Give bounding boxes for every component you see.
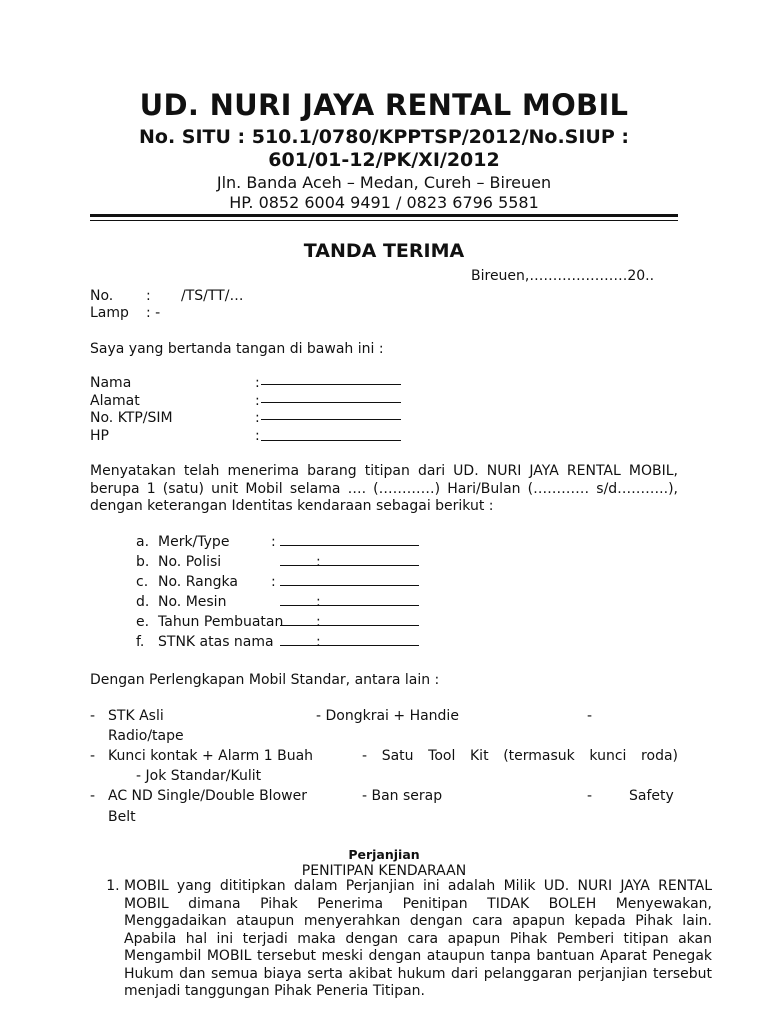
vehicle-item-marker: d.: [136, 594, 150, 610]
number-separator: :: [146, 288, 151, 304]
equipment-dash: -: [587, 788, 593, 804]
document-title: TANDA TERIMA: [303, 240, 465, 262]
company-name: UD. NURI JAYA RENTAL MOBIL: [139, 88, 629, 122]
ktp-separator: :: [255, 410, 260, 426]
equipment-dash: -: [90, 788, 96, 804]
equipment-item: Radio/tape: [108, 728, 184, 744]
equipment-dash: -: [90, 708, 96, 724]
address-fill-line[interactable]: [261, 392, 401, 403]
equipment-dash: -: [587, 708, 593, 724]
equipment-item: - Satu Tool Kit (termasuk kunci roda): [362, 748, 678, 764]
year-fill-line[interactable]: [280, 615, 419, 626]
number-label: No.: [90, 288, 114, 304]
name-separator: :: [255, 375, 260, 391]
vehicle-item-separator: :: [316, 634, 321, 650]
agreement-list: [90, 878, 712, 1001]
equipment-item: Belt: [108, 809, 136, 825]
statement-paragraph: Menyatakan telah menerima barang titipan dari UD. NURI JAYA RENTAL MOBIL, berupa 1 (satu) unit Mobil selama …. (…………) Hari/Bulan (………… s/d………..), dengan keterangan Identitas kendaraan sebagai berikut :: [90, 463, 678, 514]
merk-fill-line[interactable]: [280, 535, 419, 546]
header-divider-thick: [90, 214, 678, 217]
vehicle-item-label: No. Polisi: [158, 554, 222, 570]
vehicle-item-marker: a.: [136, 534, 150, 550]
vehicle-item-separator: :: [271, 534, 276, 550]
agreement-heading: Perjanjian: [348, 847, 420, 862]
agreement-item: 1. MOBIL yang dititipkan dalam Perjanjian ini adalah Milik UD. NURI JAYA RENTAL MOBIL dimana Pihak Penerima Penitipan TIDAK BOLEH Menyewakan, Menggadaikan ataupun menyerahkan dengan cara apapun kepada Pihak lain. Apabila hal ini terjadi maka dengan cara apapun Pihak Pemberi titipan akan Mengambil MOBIL tersebut meski dengan ataupun tanpa bantuan Aparat Penegak Hukum dan semua biaya serta akibat hukum dari pelanggaran perjanjian tersebut menjadi tanggungan Pihak Peneria Titipan.: [124, 878, 712, 1001]
stnk-fill-line[interactable]: [280, 635, 419, 646]
equipment-item: STK Asli: [108, 708, 164, 724]
engine-fill-line[interactable]: [280, 595, 419, 606]
phone-separator: :: [255, 428, 260, 444]
vehicle-item-marker: b.: [136, 554, 150, 570]
equipment-intro: Dengan Perlengkapan Mobil Standar, antara lain :: [90, 672, 440, 688]
vehicle-item-separator: :: [316, 554, 321, 570]
place-date: Bireuen,…………………20..: [471, 268, 655, 284]
name-label: Nama: [90, 375, 132, 391]
equipment-item: Safety: [629, 788, 674, 804]
lamp-label: Lamp: [90, 305, 129, 321]
company-address: Jln. Banda Aceh – Medan, Cureh – Bireuen: [216, 173, 552, 192]
intro-text: Saya yang bertanda tangan di bawah ini :: [90, 341, 384, 357]
vehicle-item-label: No. Mesin: [158, 594, 227, 610]
phone-label: HP: [90, 428, 109, 444]
license-number-line1: No. SITU : 510.1/0780/KPPTSP/2012/No.SIUP :: [138, 126, 629, 148]
company-phone: HP. 0852 6004 9491 / 0823 6796 5581: [229, 193, 539, 212]
address-separator: :: [255, 393, 260, 409]
name-fill-line[interactable]: [261, 374, 401, 385]
vehicle-item-label: STNK atas nama: [158, 634, 274, 650]
vehicle-item-label: Merk/Type: [158, 534, 230, 550]
vehicle-item-marker: f.: [136, 634, 145, 650]
agreement-subheading: PENITIPAN KENDARAAN: [301, 863, 467, 879]
license-number-line2: 601/01-12/PK/XI/2012: [268, 149, 500, 171]
phone-fill-line[interactable]: [261, 427, 401, 441]
vehicle-item-separator: :: [271, 574, 276, 590]
vehicle-item-label: Tahun Pembuatan: [158, 614, 284, 630]
ktp-fill-line[interactable]: [261, 409, 401, 420]
equipment-item: - Ban serap: [362, 788, 443, 804]
lamp-value: : -: [146, 305, 161, 321]
equipment-item: Kunci kontak + Alarm 1 Buah: [108, 748, 314, 764]
chassis-fill-line[interactable]: [280, 575, 419, 586]
number-value: /TS/TT/…: [181, 288, 244, 304]
vehicle-item-marker: e.: [136, 614, 150, 630]
address-label: Alamat: [90, 393, 140, 409]
vehicle-item-label: No. Rangka: [158, 574, 238, 590]
header-divider-thin: [90, 220, 678, 221]
vehicle-item-separator: :: [316, 614, 321, 630]
equipment-item: AC ND Single/Double Blower: [108, 788, 307, 804]
vehicle-item-separator: :: [316, 594, 321, 610]
ktp-label: No. KTP/SIM: [90, 410, 173, 426]
equipment-item: - Dongkrai + Handie: [316, 708, 459, 724]
equipment-item: - Jok Standar/Kulit: [136, 768, 262, 784]
equipment-dash: -: [90, 748, 96, 764]
vehicle-item-marker: c.: [136, 574, 149, 590]
plate-fill-line[interactable]: [280, 555, 419, 566]
